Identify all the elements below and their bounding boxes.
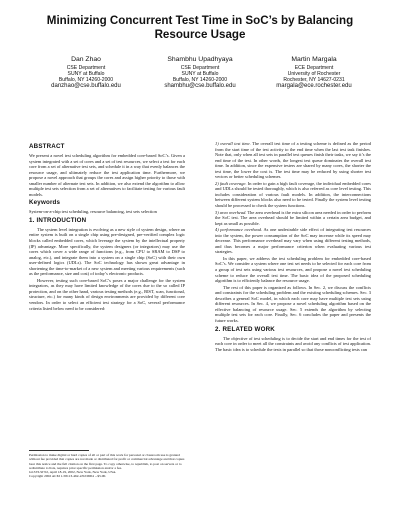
criterion-fault-coverage bbox=[215, 181, 371, 209]
paper-title: Minimizing Concurrent Test Time in SoC’s by Balancing Resource Usage bbox=[46, 14, 354, 41]
author-1 bbox=[30, 56, 142, 91]
abstract-text: We present a novel test scheduling algorithm for embedded core-based SoC’s. Given a system integrated with a set of cores and a set of test resources, we select a test for each core from a set of alternative test sets, and schedule it in a way that evenly balances the resource usage, and ultimately reduce the test application time. Furthermore, we propose a novel approach that groups the cores and assign higher priority to those with smaller number of alternate test sets. In addition, we also extend the algorithm to allow multiple test sets selection from a set of alternatives to facilitate testing for various fault models. bbox=[29, 153, 185, 197]
author-dept: ECE Department bbox=[294, 64, 334, 71]
criterion-text: The area overhead is the extra silicon area needed in order to perform the SoC test. The area overhead should be limited within a certain area budget, and kept as small as possible. bbox=[215, 209, 371, 226]
criterion-performance-overhead bbox=[215, 227, 371, 255]
footnote-rule bbox=[29, 450, 89, 451]
criterion-label: 1) overall test time. bbox=[215, 141, 251, 146]
author-email: margala@ece.rochester.edu bbox=[276, 83, 352, 90]
author-org: SUNY at Buffalo bbox=[181, 70, 219, 77]
criterion-text: The overall test time of a testing scheme is defined as the period from the start time of the test activity to the end time when the last test task finishes. Note that, only when all test sets in parallel test queues finish their tasks, we say it’s the end time of the test. In other words, the longest test queue dominates the overall test time. In addition, since the expensive testers are shared by many cores, the shorter the test time, the lower the cost is. The test time may be reduced by using shorter test vectors or better scheduling schemes. bbox=[215, 141, 371, 180]
author-2 bbox=[144, 56, 256, 91]
copyright-footnote: Copyright 2002 ACM 1-58113-462-2/02/0004 ...$5.00. bbox=[29, 474, 107, 479]
author-dept: CSE Department bbox=[66, 64, 106, 71]
left-column bbox=[29, 141, 185, 312]
criterion-overall-test-time bbox=[215, 141, 371, 180]
author-dept: CSE Department bbox=[180, 64, 220, 71]
footnote-block bbox=[29, 450, 185, 479]
criterion-area-overhead bbox=[215, 210, 371, 227]
author-address: Buffalo, NY 14260-2000 bbox=[58, 77, 114, 84]
author-address: Buffalo, NY 14260-2000 bbox=[172, 77, 228, 84]
author-org: SUNY at Buffalo bbox=[67, 70, 105, 77]
intro-paragraph-4: The rest of this paper is organized as follows. In Sec. 2, we discuss the conflicts and constraints for the scheduling problem and the existing scheduling schemes. Sec. 3 describes a general SoC model, in which each core may have multiple test sets using different resources. In Sec. 4, we propose a novel scheduling algorithm based on the effective balancing of resource usage. Sec. 5 extends the algorithm by selecting multiple test sets for each core. Finally, Sec. 6 concludes the paper and presents the future works. bbox=[215, 284, 371, 323]
author-org: University of Rochester bbox=[287, 70, 341, 77]
criterion-label: 4) performance overhead. bbox=[215, 227, 263, 233]
author-address: Rochester, NY 14627-0231 bbox=[283, 77, 345, 84]
related-work-heading: 2. RELATED WORK bbox=[215, 325, 275, 333]
author-name: Martin Margala bbox=[291, 56, 337, 63]
intro-paragraph-3: In this paper, we address the test scheduling problem for embedded core-based SoC’s. We consider a system where one test set needs to be selected for each core from a group of test sets using various test resources, and propose a novel test scheduling scheme to reduce the overall test time. The basic idea of the proposed scheduling algorithm is to efficiently balance the resource usage. bbox=[215, 255, 371, 284]
abstract-heading: ABSTRACT bbox=[29, 143, 65, 150]
keywords-text: System-on-a-chip test scheduling, resource balancing, test sets selection bbox=[29, 209, 157, 215]
criterion-label: 2) fault coverage. bbox=[215, 180, 247, 186]
author-name: Dan Zhao bbox=[71, 56, 101, 63]
right-column bbox=[215, 141, 371, 353]
criterion-text: In order to gain a high fault coverage, the individual embedded cores and UDLs should be tested thoroughly, which is also referred as core level testing. This includes consideration of various fault models. In addition, the interconnections between different system blocks also need to be tested. Finally the system level testing should be processed to check the system functions. bbox=[215, 180, 371, 209]
permission-footnote: Permission to make digital or hard copies of all or part of this work for personal or classroom use is granted without fee provided that copies are not made or distributed for profit or commercial advantage and that copies bear this notice and the full citation on the first page. To copy otherwise, to republish, to post on servers or to redistribute to lists, requires prior specific permission and/or a fee. bbox=[29, 453, 185, 470]
introduction-heading: 1. INTRODUCTION bbox=[29, 216, 87, 224]
conference-footnote: GLSVLSI’02, April 18-19, 2002, New York, New York, USA. bbox=[29, 470, 117, 475]
intro-paragraph-1: The system level integration is evolving as a new style of system design, where an entire system is built on a single chip using pre-designed, pre-verified complex logic blocks called embedded cores, which leverage the system by the intellectual property (IP) advantage. More specifically, the system designers (or integrators) may use the cores which cover a wide range of functions (e.g., from CPU to SRAM to DSP to analog, etc.), and integrate them into a system on a single chip (SoC) with their own user-defined logics (UDLs). The SoC technology has shown great advantage in shortening the time-to-market of a new system and meeting various requirements (such as the performance, size and cost) of today’s electronic products. bbox=[29, 226, 185, 277]
author-block bbox=[30, 56, 370, 91]
author-3 bbox=[258, 56, 370, 91]
intro-paragraph-2: However, testing such core-based SoC’s poses a major challenge for the system integrators, as they may have limited knowledge of the cores due to the so called IP protection, and on the other hand, various testing methods (e.g., BIST, scan, functional, structure, etc.) for many kinds of design environments are provided by different core vendors. In order to select an efficient test strategy for a SoC, several performance criteria listed below need to be considered: bbox=[29, 277, 185, 311]
criterion-text: As one undesirable side effect of integrating test resources into the system, the power consumption of the SoC may increase while its speed may decrease. This performance overhead may vary when using different testing methods, and thus becomes a major performance criterion when evaluating various test strategies. bbox=[215, 227, 371, 255]
author-name: Shambhu Upadhyaya bbox=[167, 56, 233, 63]
related-work-paragraph: The objective of test scheduling is to decide the start and end times for the test of each core in order to meet all the constraints and avoid any conflicts of test application. The basic idea is to schedule the tests in parallel so that those nonconflicting tests can bbox=[215, 335, 371, 352]
author-email: shambhu@cse.buffalo.edu bbox=[164, 83, 236, 90]
criterion-label: 3) area overhead. bbox=[215, 209, 247, 215]
author-email: danzhao@cse.buffalo.edu bbox=[51, 83, 121, 90]
keywords-heading: Keywords bbox=[29, 199, 61, 207]
